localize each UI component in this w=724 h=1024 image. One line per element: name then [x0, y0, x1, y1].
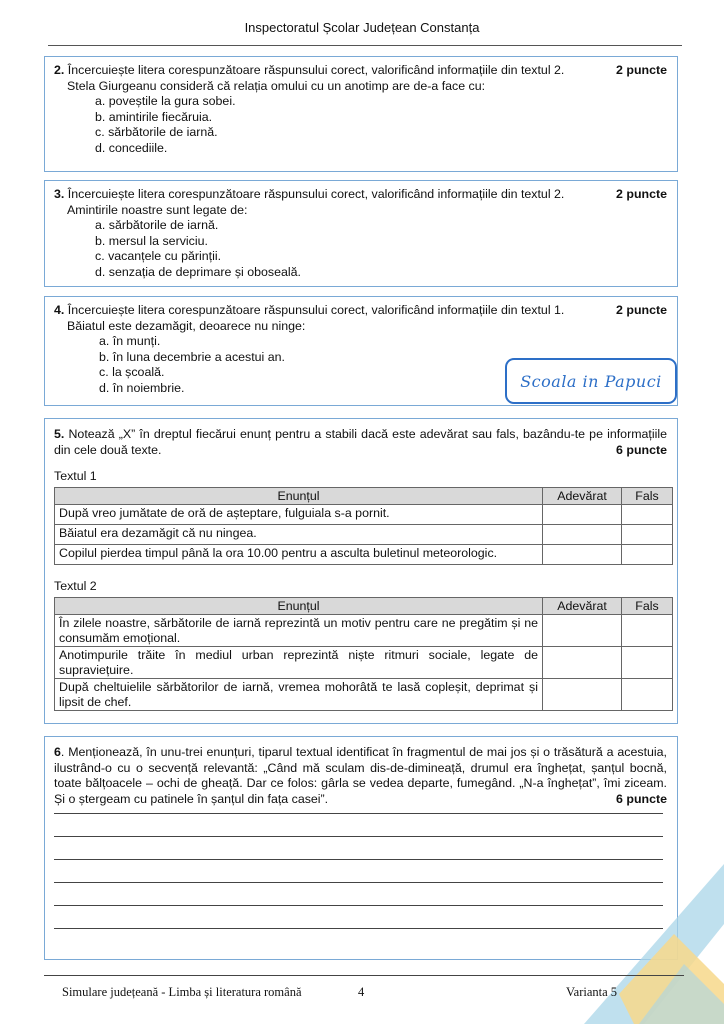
table-2-statement-2: Anotimpurile trăite în mediul urban reprezintă niște ritmuri sociale, legate de supraviețuire. [55, 647, 543, 679]
table-2-false-cell-2[interactable] [622, 647, 673, 679]
table-1-false-cell-3[interactable] [622, 545, 673, 565]
question-2-option-d[interactable]: d. concediile. [95, 140, 168, 155]
question-3-points: 2 puncte [616, 187, 667, 201]
question-3-option-b[interactable]: b. mersul la serviciu. [95, 233, 208, 248]
question-4-option-b[interactable]: b. în luna decembrie a acestui an. [99, 349, 285, 364]
table-2-col-statement: Enunțul [55, 597, 543, 615]
table-row [55, 679, 673, 711]
question-4-text: Încercuiește litera corespunzătoare răspunsului corect, valorificând informațiile din textul 1. [64, 303, 565, 317]
table-2-caption: Textul 2 [54, 579, 97, 593]
table-1-false-cell-1[interactable] [622, 505, 673, 525]
table-2-true-cell-1[interactable] [543, 615, 622, 647]
question-3-box [44, 180, 678, 287]
question-4-number: 4. [54, 303, 65, 317]
question-2-box [44, 56, 678, 172]
question-3-number: 3. [54, 187, 65, 201]
footer-page-number: 4 [358, 985, 365, 999]
question-3-option-c[interactable]: c. vacanțele cu părinții. [95, 249, 222, 263]
question-5-number: 5. [54, 427, 65, 441]
answer-line[interactable] [54, 836, 663, 837]
question-2-stem: Stela Giurgeanu consideră că relația omului cu un anotimp are de-a face cu: [67, 78, 486, 93]
question-2-option-a[interactable]: a. poveștile la gura sobei. [95, 94, 236, 108]
answer-line[interactable] [54, 813, 663, 814]
table-row [55, 545, 673, 565]
question-4-option-c[interactable]: c. la școală. [99, 365, 165, 379]
footer-divider [44, 975, 684, 976]
table-1-col-true: Adevărat [543, 487, 622, 505]
table-1-col-false: Fals [622, 487, 673, 505]
table-2-false-cell-3[interactable] [622, 679, 673, 711]
question-2-points: 2 puncte [616, 63, 667, 77]
scoala-in-papuci-logo: Scoala in Papuci [505, 358, 677, 404]
text-1-table [54, 487, 673, 566]
page-header: Inspectoratul Școlar Județean Constanța [244, 20, 480, 35]
question-4-instruction [54, 303, 667, 319]
decorative-corner-graphic [524, 844, 724, 1024]
table-1-false-cell-2[interactable] [622, 525, 673, 545]
table-row [55, 647, 673, 679]
question-4-option-d[interactable]: d. în noiembrie. [99, 380, 185, 395]
footer-exam-title: Simulare județeană - Limba și literatura română [62, 985, 302, 999]
question-3-option-d[interactable]: d. senzația de deprimare și oboseală. [95, 264, 301, 279]
question-3-text: Încercuiește litera corespunzătoare răspunsului corect, valorificând informațiile din textul 2. [64, 187, 565, 201]
question-4-stem: Băiatul este dezamăgit, deoarece nu ninge: [67, 318, 306, 333]
table-2-header-row [55, 597, 673, 615]
question-3-option-a[interactable]: a. sărbătorile de iarnă. [95, 218, 219, 232]
question-3-stem: Amintirile noastre sunt legate de: [67, 202, 248, 217]
question-2-option-c[interactable]: c. sărbătorile de iarnă. [95, 125, 218, 139]
table-2-false-cell-1[interactable] [622, 615, 673, 647]
question-6-number: 6 [54, 745, 61, 759]
header-divider [48, 45, 682, 46]
question-6-points: 6 puncte [616, 791, 667, 806]
table-2-col-true: Adevărat [543, 597, 622, 615]
question-5-points: 6 puncte [616, 442, 667, 457]
footer-variant: Varianta 5 [566, 985, 618, 999]
table-1-statement-1: După vreo jumătate de oră de așteptare, fulguiala s-a pornit. [55, 505, 543, 525]
table-1-header-row [55, 487, 673, 505]
question-2-option-b[interactable]: b. amintirile fiecăruia. [95, 109, 213, 124]
question-2-text: Încercuiește litera corespunzătoare răspunsului corect, valorificând informațiile din textul 2. [64, 63, 565, 77]
question-5-box [44, 418, 678, 724]
text-2-table [54, 597, 673, 712]
table-row [55, 525, 673, 545]
table-1-true-cell-1[interactable] [543, 505, 622, 525]
table-1-true-cell-2[interactable] [543, 525, 622, 545]
table-2-col-false: Fals [622, 597, 673, 615]
table-2-statement-3: După cheltuielile sărbătorilor de iarnă, vremea mohorâtă te lasă copleșit, deprimat și lipsit de chef. [55, 679, 543, 711]
table-1-col-statement: Enunțul [55, 487, 543, 505]
question-2-number: 2. [54, 63, 65, 77]
table-2-true-cell-3[interactable] [543, 679, 622, 711]
question-5-text: Notează „X” în dreptul fiecărui enunț pentru a stabili dacă este adevărat sau fals, bazându-te pe informațiile din cele două texte. [54, 427, 667, 457]
question-6-text: . Menționează, în unu-trei enunțuri, tiparul textual identificat în fragmentul de mai jos și o trăsătură a acestuia, ilustrând-o cu o secvență relevantă: „Când mă sculam dis-de-dimineață, drumul era înghețat, șanțul bocnă, toate bălțoacele – ochi de gheață. Dar ce folos: gârla se vedea departe, fumegând. „N-a înghețat”, îmi ziceam. Și o ștergeam cu patinele în șanțul din fața casei”. [54, 745, 667, 806]
question-4-points: 2 puncte [616, 303, 667, 317]
table-1-true-cell-3[interactable] [543, 545, 622, 565]
table-1-statement-3: Copilul pierdea timpul până la ora 10.00 pentru a asculta buletinul meteorologic. [55, 545, 543, 565]
table-2-statement-1: În zilele noastre, sărbătorile de iarnă reprezintă un motiv pentru care ne pregătim și ne consumăm emoțional. [55, 615, 543, 647]
table-row [55, 505, 673, 525]
question-4-option-a[interactable]: a. în munți. [99, 334, 161, 348]
question-2-instruction [54, 63, 667, 79]
table-1-statement-2: Băiatul era dezamăgit că nu ningea. [55, 525, 543, 545]
question-3-instruction [54, 187, 667, 203]
table-row [55, 615, 673, 647]
table-2-true-cell-2[interactable] [543, 647, 622, 679]
table-1-caption: Textul 1 [54, 469, 97, 483]
